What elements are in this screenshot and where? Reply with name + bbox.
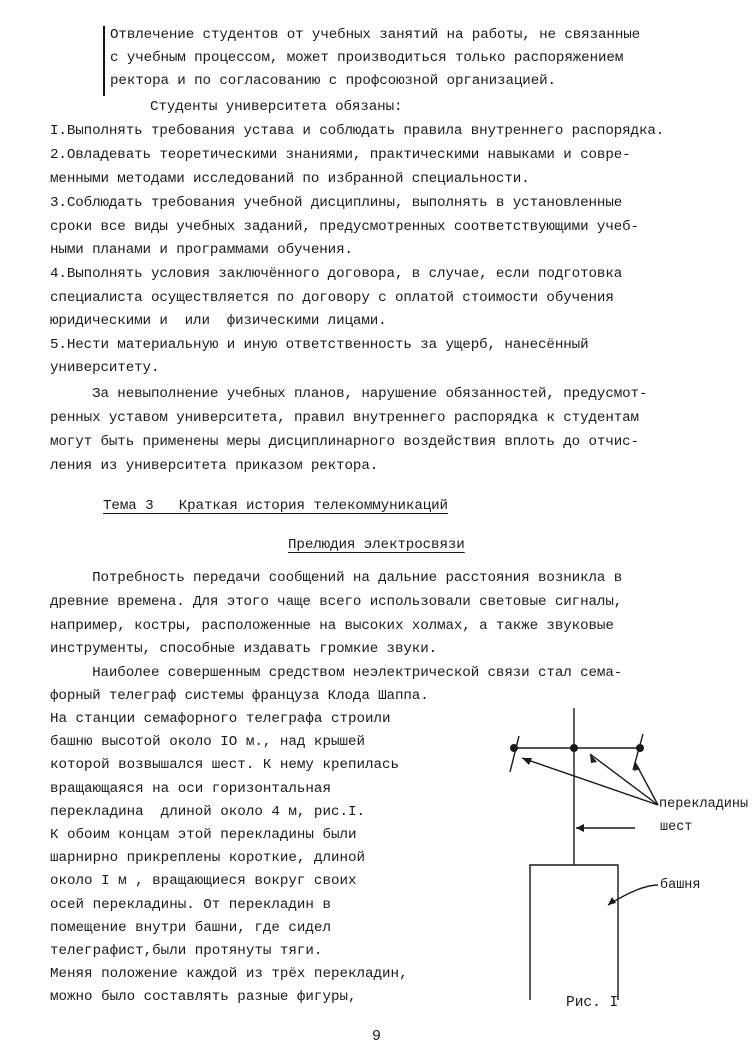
duty-line-6: ными планами и программами обучения. — [50, 242, 353, 258]
figure-text-line-10: помещение внутри башни, где сидел — [50, 920, 331, 936]
label-tower: башня — [660, 878, 701, 893]
penalty-line-1: За невыполнение учебных планов, нарушение обязанностей, предусмот- — [50, 386, 648, 402]
prelude-line-2: древние времена. Для этого чаще всего использовали световые сигналы, — [50, 594, 623, 610]
figure-caption: Рис. I — [566, 995, 619, 1011]
duties-heading: Студенты университета обязаны: — [150, 99, 403, 115]
duty-line-5: сроки все виды учебных заданий, предусмотренных соответствующими учеб- — [50, 219, 639, 235]
intro-line-3: ректора и по согласованию с профсоюзной организацией. — [110, 73, 556, 89]
duty-line-8: специалиста осуществляется по договору с оплатой стоимости обучения — [50, 290, 614, 306]
prelude-line-6: форный телеграф системы француза Клода Шаппа. — [50, 688, 429, 704]
duty-line-10: 5.Нести материальную и иную ответственность за ущерб, нанесённый — [50, 337, 589, 353]
figure-text-line-3: которой возвышался шест. К нему крепилась — [50, 757, 400, 773]
right-arm-line — [633, 734, 643, 770]
duty-line-3: менными методами исследований по избранной специальности. — [50, 171, 530, 187]
figure-text-line-8: около I м , вращающиеся вокруг своих — [50, 873, 357, 889]
figure-text-line-11: телеграфист,были протянуты тяги. — [50, 943, 323, 959]
figure-text-line-12: Меняя положение каждой из трёх перекладин, — [50, 966, 408, 982]
semaphore-figure — [490, 700, 755, 1000]
figure-text-line-2: башню высотой около IO м., над крышей — [50, 734, 366, 750]
label-pole: шест — [660, 820, 693, 835]
figure-text-line-6: К обоим концам этой перекладины были — [50, 827, 357, 843]
prelude-line-4: инструменты, способные издавать громкие звуки. — [50, 641, 438, 657]
figure-text-line-9: осей перекладины. От перекладин в — [50, 897, 331, 913]
duty-line-9: юридическими и или физическими лицами. — [50, 313, 387, 329]
left-joint — [510, 744, 518, 752]
center-joint — [570, 744, 578, 752]
figure-text-line-5: перекладина длиной около 4 м, рис.I. — [50, 804, 366, 820]
figure-text-line-1: На станции семафорного телеграфа строили — [50, 711, 391, 727]
margin-bar — [103, 26, 105, 96]
duty-line-4: 3.Соблюдать требования учебной дисциплины, выполнять в установленные — [50, 195, 623, 211]
penalty-line-3: могут быть применены меры дисциплинарного воздействия вплоть до отчис- — [50, 434, 639, 450]
prelude-line-3: например, костры, расположенные на высоких холмах, а также звуковые — [50, 618, 614, 634]
duty-line-7: 4.Выполнять условия заключённого договора, в случае, если подготовка — [50, 266, 623, 282]
penalty-line-2: ренных уставом университета, правил внутреннего распорядка к студентам — [50, 410, 639, 426]
page-number: 9 — [372, 1028, 382, 1045]
intro-line-2: с учебным процессом, может производиться только распоряжением — [110, 50, 624, 66]
right-joint — [636, 744, 644, 752]
label-crossbars: перекладины — [659, 797, 749, 812]
prelude-line-5: Наиболее совершенным средством неэлектрической связи стал сема- — [50, 665, 623, 681]
duty-line-2: 2.Овладевать теоретическими знаниями, практическими навыками и совре- — [50, 147, 631, 163]
topic-heading: Тема 3 Краткая история телекоммуникаций — [103, 498, 448, 514]
prelude-line-1: Потребность передачи сообщений на дальние расстояния возникла в — [50, 570, 623, 586]
figure-text-line-7: шарнирно прикреплены короткие, длиной — [50, 850, 366, 866]
figure-text-line-13: можно было составлять разные фигуры, — [50, 989, 357, 1005]
section-heading: Прелюдия электросвязи — [288, 537, 465, 553]
tower-outline — [530, 865, 618, 1000]
figure-text-line-4: вращающаяся на оси горизонтальная — [50, 781, 331, 797]
penalty-line-4: ления из университета приказом ректора. — [50, 458, 379, 474]
duty-line-1: I.Выполнять требования устава и соблюдать правила внутреннего распорядка. — [50, 123, 665, 139]
intro-line-1: Отвлечение студентов от учебных занятий на работы, не связанные — [110, 27, 641, 43]
left-arm-line — [510, 736, 519, 772]
duty-line-11: университету. — [50, 360, 160, 376]
